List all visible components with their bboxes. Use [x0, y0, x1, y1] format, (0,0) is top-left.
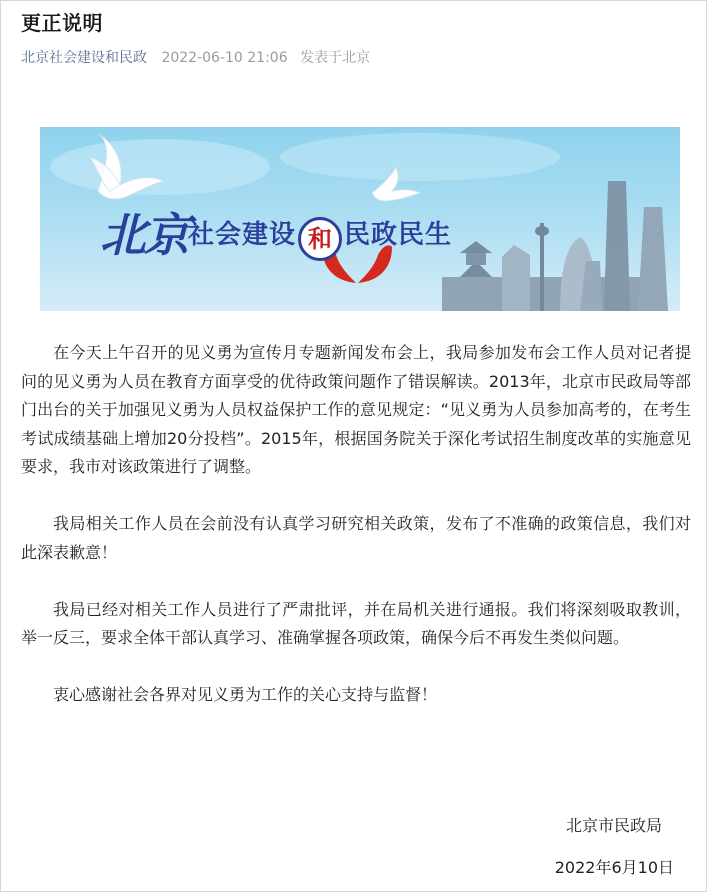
- paragraph: 我局已经对相关工作人员进行了严肃批评，并在局机关进行通报。我们将深刻吸取教训，举一反三，要求全体干部认真学习、准确掌握各项政策，确保今后不再发生类似问题。: [21, 599, 691, 647]
- article-body: [21, 339, 691, 738]
- paragraph: 我局相关工作人员在会前没有认真学习研究相关政策，发布了不准确的政策信息，我们对此深表歉意！: [21, 514, 691, 562]
- article-title: 更正说明: [21, 11, 103, 35]
- paragraph: 衷心感谢社会各界对见义勇为工作的关心支持与监督！: [53, 685, 438, 704]
- publish-date: 2022-06-10 21:06: [161, 50, 288, 66]
- signature-date: 2022年6月10日: [554, 858, 674, 877]
- banner-title: [100, 199, 452, 265]
- article-meta: [21, 47, 370, 67]
- signature: 北京市民政局: [565, 816, 662, 835]
- banner-part3: 和: [298, 217, 342, 261]
- paragraph: 在今天上午召开的见义勇为宣传月专题新闻发布会上，我局参加发布会工作人员对记者提问的见义勇为人员在教育方面享受的优待政策问题作了错误解读。2013年，北京市民政局等部门出台的关于加强见义勇为人员权益保护工作的意见规定：“见义勇为人员参加高考的，在考生考试成绩基础上增加20分投档”。2015年，根据国务院关于深化考试招生制度改革的实施意见要求，我市对该政策进行了调整。: [21, 343, 691, 476]
- publish-location: 发表于北京: [300, 50, 371, 66]
- skyline-icon: [442, 181, 668, 311]
- banner-part4: 民政民生: [344, 220, 453, 250]
- banner-part1: 北京: [100, 208, 188, 262]
- banner-part2: 社会建设: [188, 220, 297, 250]
- banner-image: [40, 127, 680, 311]
- author-link[interactable]: 北京社会建设和民政: [21, 50, 147, 66]
